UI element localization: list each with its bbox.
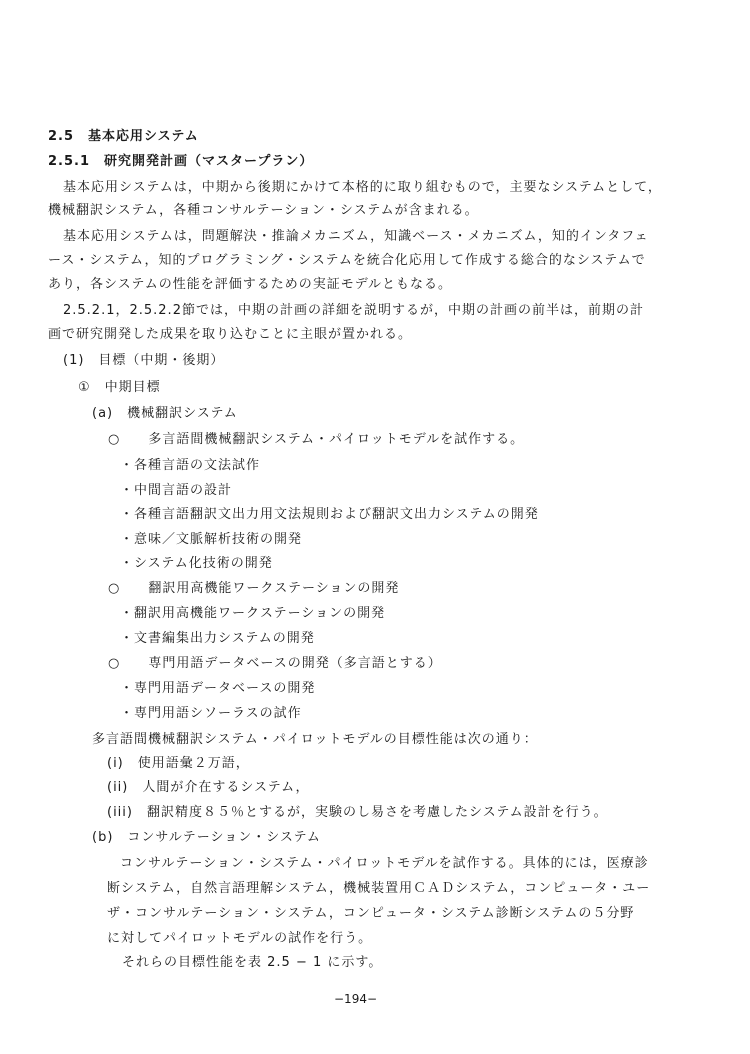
paragraph-1-line-1: 基本応用システムは，中期から後期にかけて本格的に取り組むもので，主要なシステムとして， [63,180,662,195]
bullet-1-sub-1: ・各種言語の文法試作 [120,458,261,473]
bullet-3-sub-2: ・専門用語シソーラスの試作 [120,706,302,721]
bullet-1-sub-2: ・中間言語の設計 [120,483,233,498]
subsection-heading: 2.5.1 研究開発計画（マスタープラン） [48,154,314,169]
paragraph-1-line-2: 機械翻訳システム，各種コンサルテーション・システムが含まれる。 [48,203,479,218]
section-heading: 2.5 基本応用システム [48,129,199,144]
page-number: −194− [334,992,378,1006]
bullet-1-sub-4: ・意味／文脈解析技術の開発 [120,532,303,547]
paragraph-b-line-3: ザ・コンサルテーション・システム，コンピュータ・システム診断システムの５分野 [107,906,635,921]
bullet-3-sub-1: ・専門用語データベースの開発 [120,681,316,696]
target-item-3: (iii) 翻訳精度８５％とするが，実験のし易さを考慮したシステム設計を行う。 [107,805,608,820]
bullet-2-sub-2: ・文書編集出力システムの開発 [120,631,315,646]
bullet-1: ○ 多言語間機械翻訳システム・パイロットモデルを試作する。 [108,432,525,447]
paragraph-3-line-1: 2.5.2.1，2.5.2.2節では，中期の計画の詳細を説明するが，中期の計画の前半は，前期の計 [63,303,644,318]
item-a-heading: (a) 機械翻訳システム [92,406,238,421]
targets-intro: 多言語間機械翻訳システム・パイロットモデルの目標性能は次の通り： [92,732,538,747]
paragraph-2-line-1: 基本応用システムは，問題解決・推論メカニズム，知識ベース・メカニズム，知的インタフェ [63,229,649,244]
paragraph-3-line-2: 画で研究開発した成果を取り込むことに主眼が置かれる。 [48,327,413,342]
target-item-2: (ii) 人間が介在するシステム， [107,780,310,795]
bullet-3: ○ 専門用語データベースの開発（多言語とする） [108,656,442,671]
bullet-1-sub-5: ・システム化技術の開発 [120,556,273,571]
paragraph-b-line-1: コンサルテーション・システム・パイロットモデルを試作する。具体的には，医療診 [120,856,649,871]
target-item-1: (i) 使用語彙２万語， [107,756,250,771]
bullet-1-sub-3: ・各種言語翻訳文出力用文法規則および翻訳文出力システムの開発 [120,507,539,522]
item-1-1-heading: ① 中期目標 [78,380,161,395]
bullet-2-sub-1: ・翻訳用高機能ワークステーションの開発 [120,606,386,621]
item-b-heading: (b) コンサルテーション・システム [92,830,321,845]
item-1-heading: (1) 目標（中期・後期） [63,353,225,368]
paragraph-2-line-3: あり，各システムの性能を評価するための実証モデルともなる。 [48,277,453,292]
paragraph-b-line-4: に対してパイロットモデルの試作を行う。 [107,931,373,946]
bullet-2: ○ 翻訳用高機能ワークステーションの開発 [108,581,400,596]
paragraph-b-line-2: 断システム，自然言語理解システム，機械装置用ＣＡＤシステム，コンピュータ・ユー [107,881,651,896]
table-reference: それらの目標性能を表 2.5 − 1 に示す。 [122,955,383,970]
paragraph-2-line-2: ース・システム，知的プログラミング・システムを統合化応用して作成する総合的なシステムで [48,253,646,268]
